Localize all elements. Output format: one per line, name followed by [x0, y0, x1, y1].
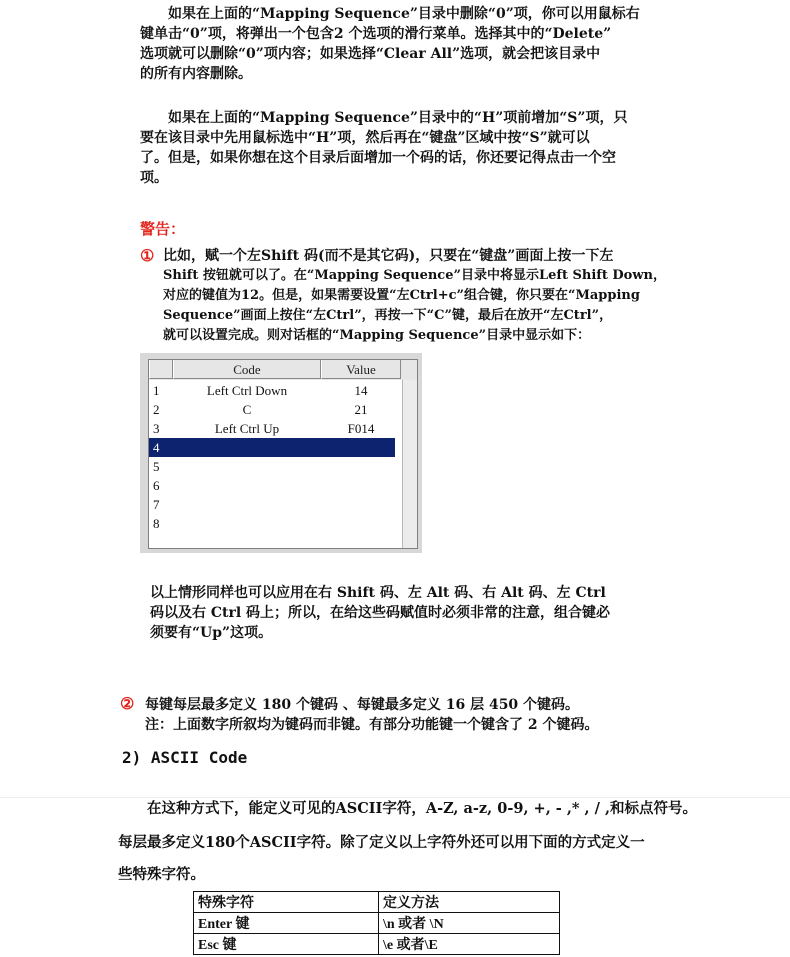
- table-cell: Esc 键: [194, 934, 379, 955]
- row-number: 8: [153, 516, 160, 531]
- text-line: 码以及右 Ctrl 码上；所以，在给这些码赋值时必须非常的注意，组合键必: [150, 605, 611, 621]
- text-line: 对应的键值为12。但是，如果需要设置“左Ctrl+c”组合键，你只要在“Mapping: [163, 288, 640, 303]
- text-line: 些特殊字符。: [118, 866, 205, 883]
- grid-row[interactable]: [149, 514, 417, 533]
- row-number: 7: [153, 497, 160, 512]
- row-code: C: [242, 402, 252, 417]
- special-characters-table: [193, 891, 560, 955]
- text-line: Shift 按钮就可以了。在“Mapping Sequence”目录中将显示Left Shift Down，: [163, 268, 666, 283]
- circled-two-marker: ②: [120, 694, 135, 713]
- grid-row[interactable]: [149, 381, 417, 400]
- row-number: 2: [153, 402, 160, 417]
- text-line: 的所有内容删除。: [140, 66, 252, 82]
- row-number: 6: [153, 478, 160, 493]
- text-line: 要在该目录中先用鼠标选中“H”项，然后再在“键盘”区域中按“S”就可以: [140, 130, 590, 146]
- table-cell: \e 或者\E: [379, 934, 560, 955]
- row-value: 14: [354, 383, 368, 398]
- text-line: Sequence”画面上按住“左Ctrl”，再按一下“C”键，最后在放开“左Ctrl”，: [163, 308, 613, 323]
- text-line: 注：上面数字所叙均为键码而非键。有部分功能键一个键含了 2 个键码。: [145, 717, 599, 733]
- text-line: 以上情形同样也可以应用在右 Shift 码、左 Alt 码、右 Alt 码、左 Ctrl: [150, 585, 606, 601]
- mapping-sequence-dialog: [140, 353, 422, 553]
- text-line: 如果在上面的“Mapping Sequence”目录中删除“0”项，你可以用鼠标右: [140, 6, 640, 22]
- row-value: 21: [354, 402, 368, 417]
- circled-one-marker: ①: [140, 246, 155, 265]
- table-cell: \n 或者 \N: [379, 913, 560, 934]
- mapping-sequence-grid[interactable]: [148, 359, 418, 549]
- page-divider: [0, 797, 790, 798]
- grid-row[interactable]: [149, 400, 417, 419]
- grid-header: [149, 360, 417, 380]
- row-number: 1: [153, 383, 160, 398]
- table-header-row: [194, 892, 560, 913]
- grid-row[interactable]: [149, 495, 417, 514]
- row-number: 5: [153, 459, 160, 474]
- vertical-scrollbar[interactable]: [402, 380, 417, 548]
- header-num-cell: [149, 360, 173, 379]
- table-row: [194, 913, 560, 934]
- row-code: Left Ctrl Down: [206, 383, 288, 398]
- text-line: 选项就可以删除“0”项内容；如果选择“Clear All”选项，就会把该目录中: [140, 46, 601, 62]
- header-value[interactable]: Value: [321, 360, 401, 379]
- text-line: 须要有“Up”这项。: [150, 625, 273, 641]
- text-line: 如果在上面的“Mapping Sequence”目录中的“H”项前增加“S”项，只: [140, 110, 628, 126]
- table-row: [194, 934, 560, 955]
- text-line: 就可以设置完成。则对话框的“Mapping Sequence”目录中显示如下：: [163, 328, 591, 343]
- header-code[interactable]: Code: [173, 360, 321, 379]
- grid-row-selected[interactable]: [149, 438, 395, 457]
- grid-row[interactable]: [149, 419, 417, 438]
- text-line: 了。但是，如果你想在这个目录后面增加一个码的话，你还要记得点击一个空: [140, 150, 616, 166]
- text-line: 每层最多定义180个ASCII字符。除了定义以上字符外还可以用下面的方式定义一: [118, 834, 645, 851]
- row-code: Left Ctrl Up: [214, 421, 280, 436]
- text-line: 比如，赋一个左Shift 码(而不是其它码)，只要在“键盘”画面上按一下左: [163, 248, 614, 264]
- column-header: 定义方法: [379, 892, 560, 913]
- table-cell: Enter 键: [194, 913, 379, 934]
- warning-title: 警告：: [140, 220, 186, 238]
- section-heading: 2) ASCII Code: [122, 748, 248, 767]
- text-line: 项。: [140, 170, 168, 186]
- row-number: 4: [153, 440, 160, 455]
- grid-row[interactable]: [149, 476, 417, 495]
- text-line: 每键每层最多定义 180 个键码 、每键最多定义 16 层 450 个键码。: [145, 697, 580, 713]
- row-value: F014: [347, 421, 375, 436]
- column-header: 特殊字符: [194, 892, 379, 913]
- grid-row[interactable]: [149, 457, 417, 476]
- row-number: 3: [153, 421, 160, 436]
- text-line: 键单击“0”项，将弹出一个包含2 个选项的滑行菜单。选择其中的“Delete”: [140, 26, 612, 42]
- text-line: 在这种方式下，能定义可见的ASCII字符，A-Z, a-z, 0-9, +, - ,* , / ,和标点符号。: [118, 800, 698, 817]
